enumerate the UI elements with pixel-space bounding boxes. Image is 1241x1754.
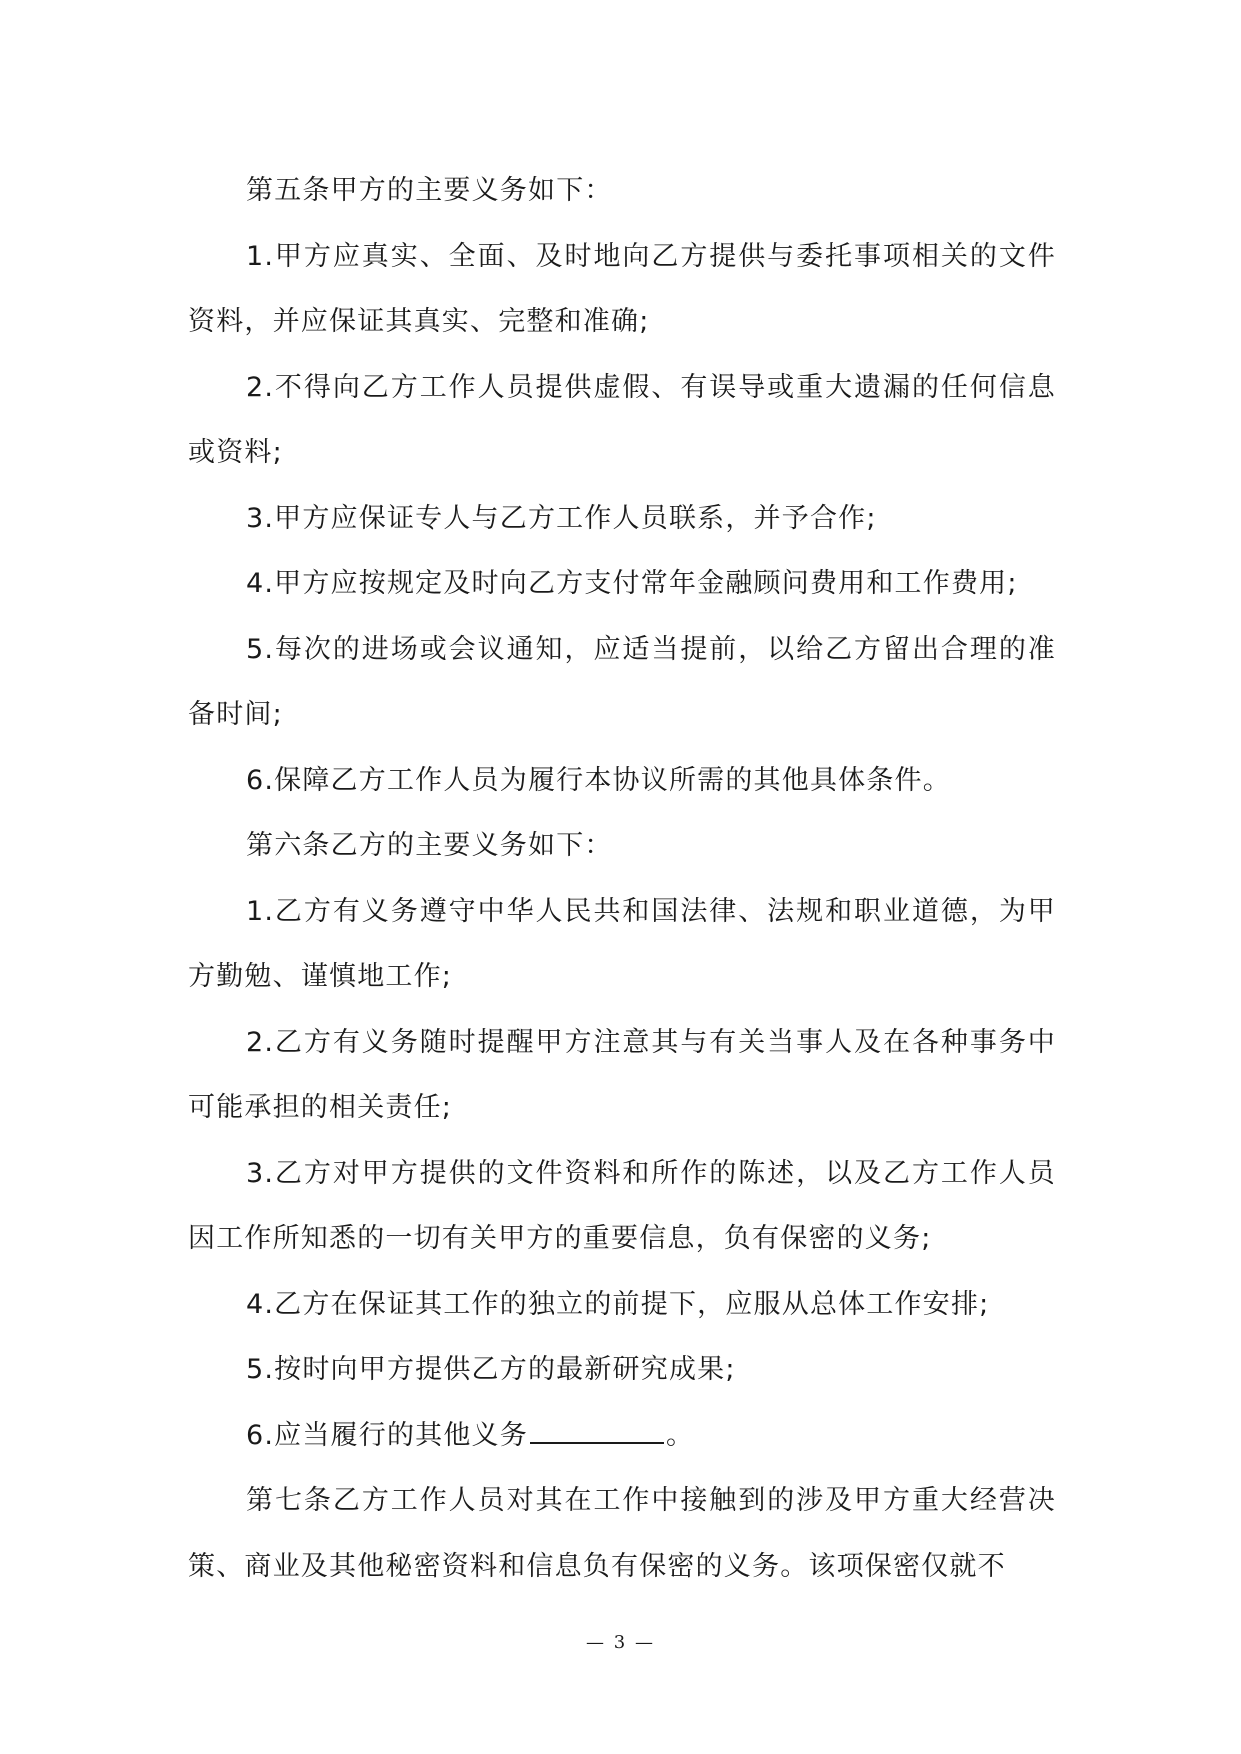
document-body [188, 158, 1056, 1599]
article-5-item-5: 5.每次的进场或会议通知，应适当提前，以给乙方留出合理的准备时间; [188, 633, 1056, 730]
article-6-item-6-end: 。 [665, 1419, 695, 1451]
article-6-heading: 第六条乙方的主要义务如下： [246, 830, 613, 861]
article-5-item-4: 4.甲方应按规定及时向乙方支付常年金融顾问费用和工作费用; [246, 568, 1018, 599]
fill-in-blank [530, 1418, 664, 1444]
article-6-item-2: 2.乙方有义务随时提醒甲方注意其与有关当事人及在各种事务中可能承担的相关责任; [188, 1026, 1056, 1123]
article-5-item-2: 2.不得向乙方工作人员提供虚假、有误导或重大遗漏的任何信息或资料; [188, 371, 1056, 468]
page-number: — 3 — [586, 1632, 655, 1653]
article-6-item-3: 3.乙方对甲方提供的文件资料和所作的陈述，以及乙方工作人员因工作所知悉的一切有关甲方的重要信息，负有保密的义务; [188, 1157, 1056, 1254]
article-7-paragraph: 第七条乙方工作人员对其在工作中接触到的涉及甲方重大经营决策、商业及其他秘密资料和信息负有保密的义务。该项保密仅就不 [188, 1485, 1056, 1582]
article-5-heading: 第五条甲方的主要义务如下： [246, 175, 613, 206]
article-6-item-5: 5.按时向甲方提供乙方的最新研究成果; [246, 1354, 736, 1385]
article-6-item-1: 1.乙方有义务遵守中华人民共和国法律、法规和职业道德，为甲方勤勉、谨慎地工作; [188, 895, 1056, 992]
article-5-item-6: 6.保障乙方工作人员为履行本协议所需的其他具体条件。 [246, 764, 951, 796]
article-5-item-3: 3.甲方应保证专人与乙方工作人员联系，并予合作; [246, 502, 877, 534]
article-6-item-6-text: 6.应当履行的其他义务 [246, 1419, 528, 1451]
article-6-item-6 [188, 1403, 1056, 1469]
article-6-item-4: 4.乙方在保证其工作的独立的前提下，应服从总体工作安排; [246, 1288, 990, 1320]
article-5-item-1: 1.甲方应真实、全面、及时地向乙方提供与委托事项相关的文件资料，并应保证其真实、完整和准确; [188, 240, 1056, 337]
